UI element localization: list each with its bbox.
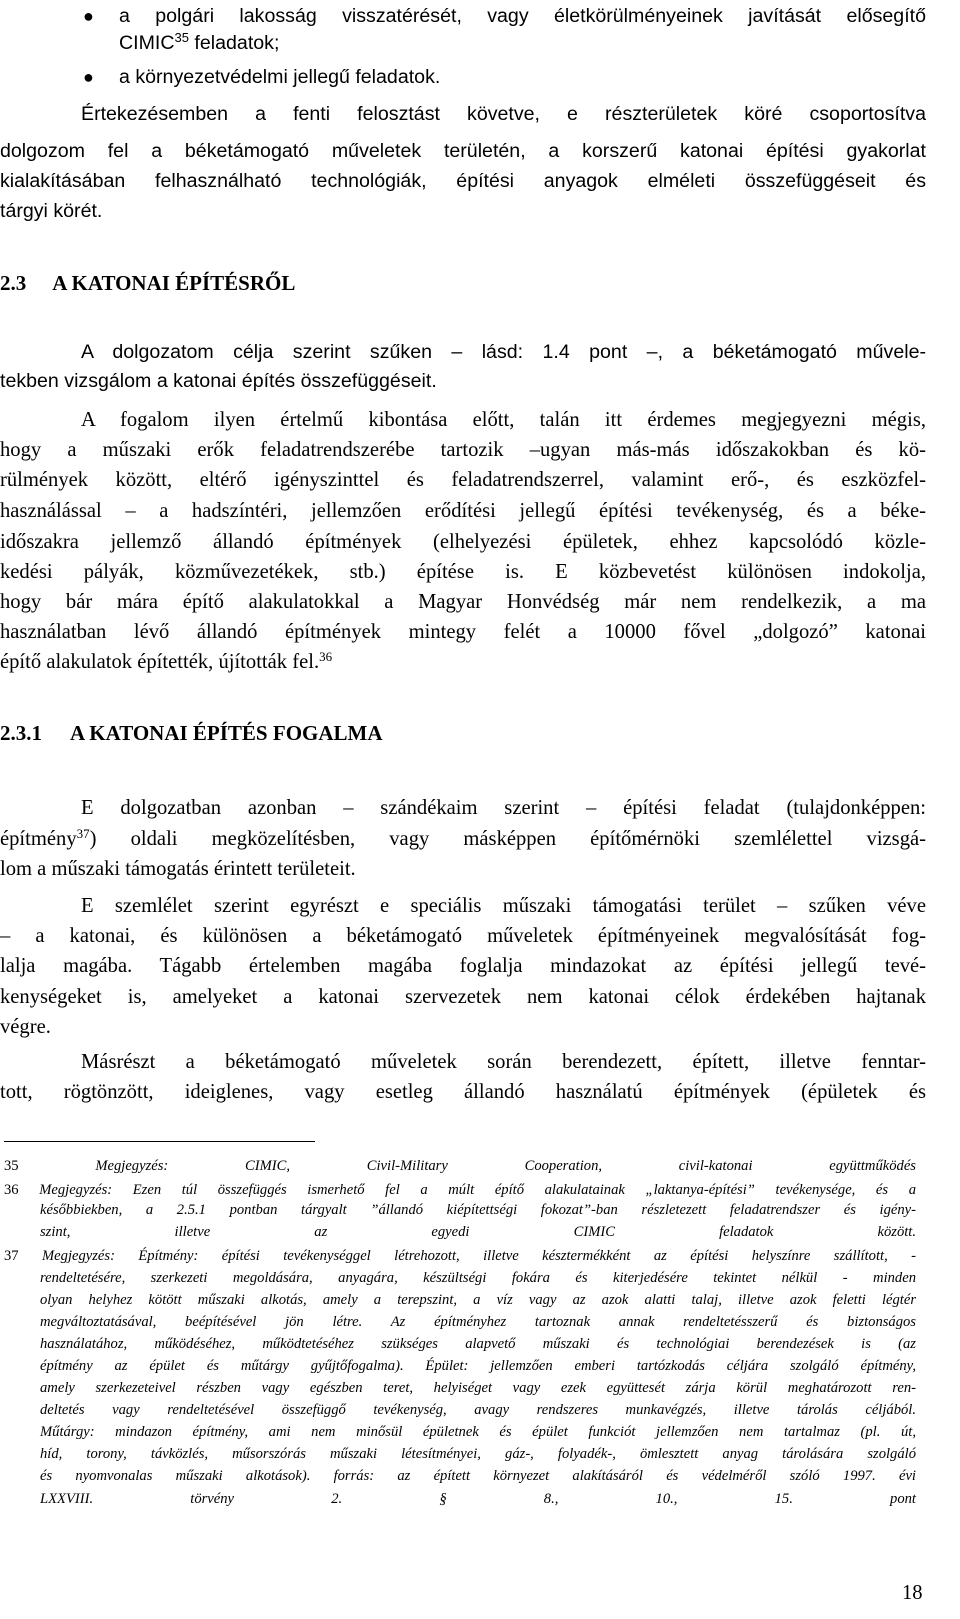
sec231-p1-line-1: E dolgozatban azonban – szándékaim szerint – építési feladat (tulajdonképpen: — [81, 797, 926, 819]
footnote-37-line-8: deltetés vagy rendeltetésével összefüggő tevékenység, avagy rendszeres munkavégzés, illetve tárolás céljából. — [40, 1402, 916, 1418]
sec23-p2-line-1: A fogalom ilyen értelmű kibontása előtt, talán itt érdemes megjegyezni mégis, — [81, 409, 926, 431]
section-number: 2.3 — [0, 271, 27, 295]
bullet-icon: ● — [83, 67, 94, 87]
sec23-p1-line-1: A dolgozatom célja szerint szűken – lásd: 1.4 pont –, a béketámogató művele- — [81, 341, 926, 363]
footnote-37-line-12: LXXVIII. törvény 2. § 8., 10., 15. pont — [40, 1491, 916, 1507]
footnote-37-line-11: és nyomvonalas műszaki alkotások). forrás: az épített környezet alakításáról és védelméről szóló 1997. évi — [40, 1468, 916, 1484]
footnote-37-line-1: 37 Megjegyzés: Építmény: építési tevékenységgel létrehozott, illetve késztermékként az építési helyszínre szállított, - — [4, 1248, 916, 1264]
footnote-37-line-10: híd, torony, távközlés, műsorszórás műszaki létesítményei, gáz-, folyadék-, ömlesztett anyag tárolására szolgáló — [40, 1446, 916, 1462]
footnote-37-line-5: használatához, működéséhez, működtetéséhez szükséges alapvető műszaki és technológiai berendezések is (az — [40, 1336, 916, 1352]
footnote-37-line-3: olyan helyhez kötött műszaki alkotás, amely a terepszint, a víz vagy az azok alatti talaj, illetve azok feletti légtér — [40, 1292, 916, 1308]
sec23-p2-line-3: rülmények között, eltérő igényszinttel és feladatrendszerrel, valamint erő-, és eszközfel- — [0, 469, 926, 491]
sec23-p2-line-6: kedési pályák, közművezetékek, stb.) építése is. E közbevetést különösen indokolja, — [0, 561, 926, 583]
footnote-ref-37[interactable]: 37 — [76, 826, 90, 841]
footnote-35: 35 Megjegyzés: CIMIC, Civil-Military Cooperation, civil-katonai együttműködés — [4, 1158, 916, 1174]
footnote-36-line-1: 36 Megjegyzés: Ezen túl összefüggés ismerhető fel a múlt építő alakulatainak „laktanya-építési” tevékenysége, és a — [4, 1182, 916, 1198]
section-title: A KATONAI ÉPÍTÉS FOGALMA — [70, 721, 383, 745]
sec23-p2-line-8: használatban lévő állandó építmények mintegy felét a 10000 fővel „dolgozó” katonai — [0, 621, 926, 643]
section-number: 2.3.1 — [0, 721, 42, 745]
intro-line-2: dolgozom fel a béketámogató műveletek területén, a korszerű katonai építési gyakorlat — [0, 140, 926, 162]
bullet-1-line-2: CIMIC$^{35}$ feladatok; — [119, 30, 280, 54]
sec231-p3-line-1: Másrészt a béketámogató műveletek során berendezett, épített, illetve fenntar- — [81, 1051, 926, 1073]
bullet-2-line-1: a környezetvédelmi jellegű feladatok. — [119, 66, 441, 88]
sec231-p3-line-2: tott, rögtönzött, ideiglenes, vagy esetleg állandó használatú építmények (épületek és — [0, 1081, 926, 1103]
section-2-3-heading — [0, 271, 926, 295]
footnote-36-line-3: szint, illetve az egyedi CIMIC feladatok között. — [40, 1224, 916, 1240]
sec231-p2-line-5: végre. — [0, 1016, 51, 1038]
section-title: A KATONAI ÉPÍTÉSRŐL — [52, 271, 296, 295]
footnote-36-line-2: későbbiekben, a 2.5.1 pontban tárgyalt ”állandó kiépítettségi fokozat”-ban részletezett feladatrendszer és igény- — [40, 1202, 916, 1218]
footnote-37-line-2: rendeltetésére, szerkezeti megoldására, anyagára, készültségi fokára és kiterjedésére tekintet nélkül - minden — [40, 1270, 916, 1286]
sec231-p2-line-1: E szemlélet szerint egyrészt e speciális műszaki támogatási terület – szűken véve — [81, 895, 926, 917]
sec23-p2-line-7: hogy bár mára építő alakulatokkal a Magyar Honvédség már nem rendelkezik, a ma — [0, 591, 926, 613]
sec23-p2-line-9: építő alakulatok építették, újították fel.$^{36}$ — [0, 649, 333, 673]
footnote-37-line-7: amely szerkezeteivel részben vagy egészben teret, helyiséget vagy ezek együttesét zárja körül meghatározott ren- — [40, 1380, 916, 1396]
footnote-ref-36[interactable]: 36 — [319, 649, 333, 664]
section-2-3-1-heading — [0, 721, 926, 745]
sec23-p1-line-2: tekben vizsgálom a katonai építés összefüggéseit. — [0, 370, 437, 392]
footnote-37-line-9: Műtárgy: mindazon építmény, ami nem minősül épületnek és épület funkciót jellemzően nem tartalmaz (pl. út, — [40, 1424, 916, 1440]
sec231-p2-line-3: lalja magába. Tágabb értelemben magába foglalja mindazokat az építési jellegű tevé- — [0, 955, 926, 977]
footnote-37-line-6: építmény az épület és műtárgy gyűjtőfogalma). Épület: jellemzően emberi tartózkodás céljára szolgáló építmény, — [40, 1358, 916, 1374]
page-number: 18 — [902, 1582, 923, 1604]
footnote-separator — [4, 1141, 315, 1142]
sec23-p2-line-2: hogy a műszaki erők feladatrendszerébe tartozik –ugyan más-más időszakokban és kö- — [0, 439, 926, 461]
sec23-p2-line-5: időszakra jellemző állandó építmények (elhelyezési épületek, ehhez kapcsolódó közle- — [0, 531, 926, 553]
sec231-p2-line-4: kenységeket is, amelyeket a katonai szervezetek nem katonai célok érdekében hajtanak — [0, 986, 926, 1008]
footnote-37-line-4: megváltoztatásával, beépítésével jön létre. Az építményhez tartoznak annak rendeltetésszerű és biztonságos — [40, 1314, 916, 1330]
bullet-1-line-1: a polgári lakosság visszatérését, vagy életkörülményeinek javítását elősegítő — [119, 5, 926, 27]
bullet-icon: ● — [83, 6, 94, 26]
sec231-p2-line-2: – a katonai, és különösen a béketámogató műveletek építményeinek megvalósítását fog- — [0, 925, 926, 947]
footnote-ref-35[interactable]: 35 — [174, 30, 189, 45]
sec231-p1-line-3: lom a műszaki támogatás érintett területeit. — [0, 858, 356, 880]
intro-line-3: kialakításában felhasználható technológiák, építési anyagok elméleti összefüggéseit és — [0, 170, 926, 192]
intro-line-4: tárgyi körét. — [0, 200, 103, 222]
sec23-p2-line-4: használással – a hadszíntéri, jellemzően erődítési jellegű építési tevékenység, és a béke- — [0, 500, 926, 522]
sec231-p1-line-2: építmény$^{37}$) oldali megközelítésben, vagy másképpen építőmérnöki szemlélettel vizsgá- — [0, 826, 926, 850]
intro-line-1: Értekezésemben a fenti felosztást követve, e részterületek köré csoportosítva — [81, 103, 926, 125]
